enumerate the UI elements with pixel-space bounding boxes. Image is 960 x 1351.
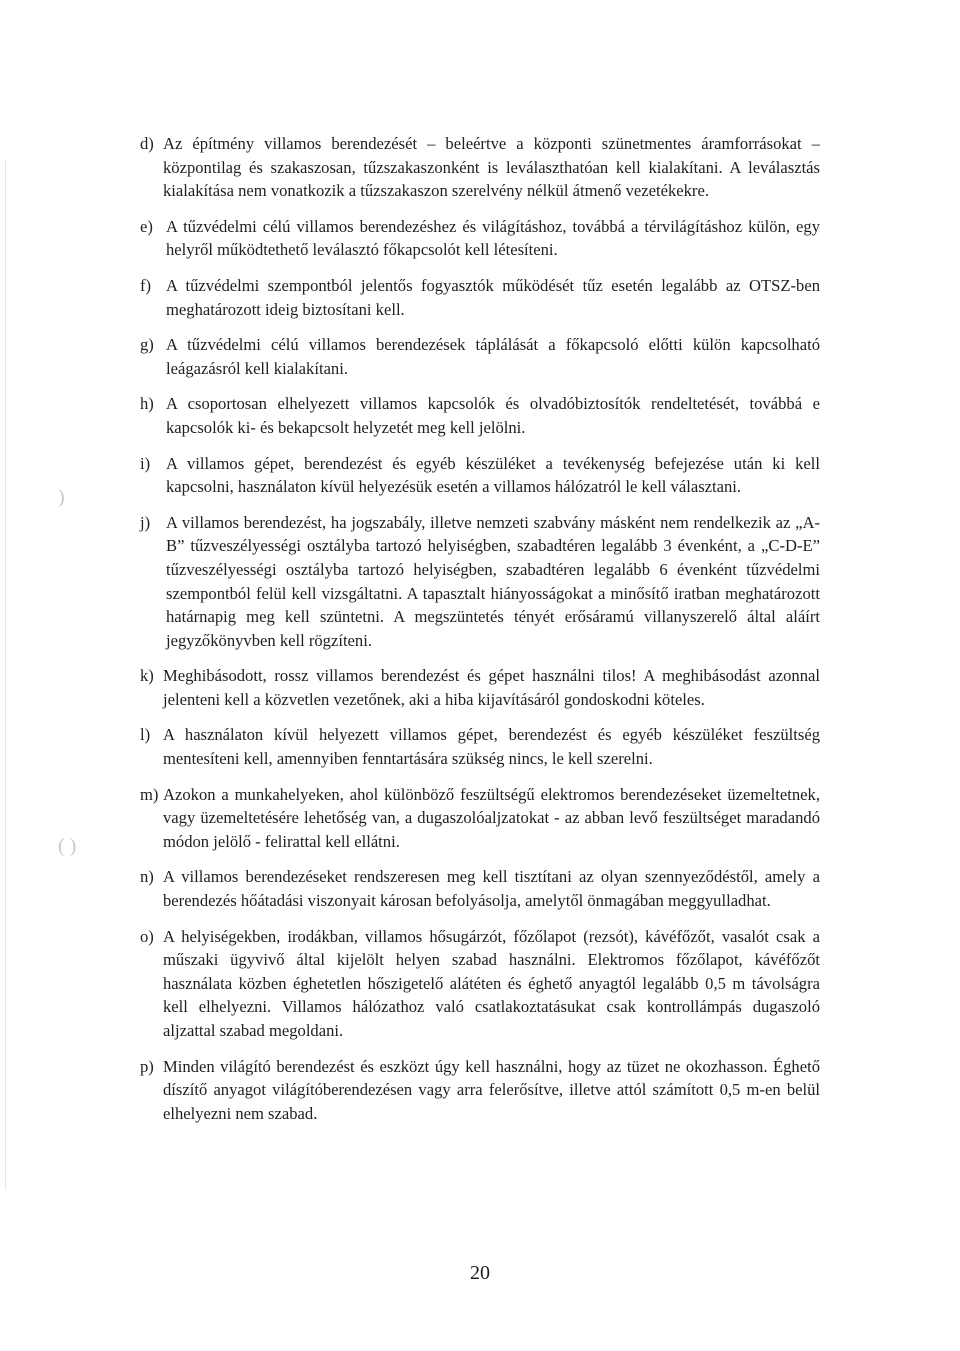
list-marker: g) — [140, 335, 154, 355]
list-marker: f) — [140, 275, 152, 295]
list-marker: k) — [140, 666, 154, 686]
list-item-m — [140, 783, 820, 854]
list-marker: h) — [140, 394, 154, 414]
list-item-j — [140, 511, 820, 653]
scan-artifact-mark: ) — [58, 486, 65, 508]
list-marker: n) — [140, 867, 154, 887]
scan-artifact-mark: ( ) — [58, 835, 77, 857]
scan-margin-line — [5, 160, 6, 1190]
list-marker: d) — [140, 134, 154, 153]
list-item-text: A tűzvédelmi szempontból jelentős fogyasztók működését tűz esetén legalább az OTSZ-ben meghatározott ideig biztosítani kell. — [166, 275, 820, 319]
list-marker: e) — [140, 216, 153, 236]
list-item-text: Minden világító berendezést és eszközt úgy kell használni, hogy az tüzet ne okozhasson. Éghető díszítő anyagot világítóberendezésen vagy arra felerősítve, illetve attól számított 0,5 m-en belül elhelyezni nem szabad. — [163, 1056, 820, 1123]
list-item-text: A villamos berendezést, ha jogszabály, illetve nemzeti szabvány másként nem rendelkezik az „A-B” tűzveszélyességi osztályba tartozó helyiségben, szabadtéren legalább 3 évenként, a „C-D-E” tűzveszélyességi osztályba tartozó helyiségben, szabadtéren legalább 6 évenként tűzvédelmi szempontból felül kell vizsgáltatni. A tapasztalt hiányosságokat a minősítő iratban meghatározott határnapig meg kell szüntetni. A megszüntetés tényét erősáramú villanyszerelő által aláírt jegyzőkönyvben kell rögzíteni. — [166, 512, 820, 650]
list-marker: j) — [140, 512, 151, 532]
list-item-text: A tűzvédelmi célú villamos berendezéshez és világításhoz, továbbá a térvilágításhoz külön, egy helyről működtethető leválasztó főkapcsolót kell létesíteni. — [166, 216, 820, 260]
page-number: 20 — [470, 1262, 490, 1284]
list-marker: m) — [140, 784, 159, 804]
list-item-o — [140, 925, 820, 1043]
list-item-text: A helyiségekben, irodákban, villamos hősugárzót, főzőlapot (rezsót), kávéfőzőt, vasalót csak a műszaki ügyvivő által kijelölt helyen szabad használni. Elektromos főzőlapot, kávéfőzőt használata közben éghetetlen hőszigetelő alátéten és éghető anyagtól legalább 0,5 m távolságra kell elhelyezni. Villamos hálózathoz való csatlakoztatásukat csak kontrollámpás dugaszoló aljzattal szabad megoldani. — [163, 926, 820, 1040]
list-marker: o) — [140, 926, 154, 946]
list-item-text: A villamos berendezéseket rendszeresen meg kell tisztítani az olyan szennyeződéstől, amely a berendezés hőátadási viszonyait károsan befolyásolja, amelytől önmagában meggyulladhat. — [163, 867, 820, 911]
list-marker: i) — [140, 453, 151, 473]
list-item-k — [140, 664, 820, 711]
list-item-text: A tűzvédelmi célú villamos berendezések táplálását a főkapcsoló előtti külön kapcsolható leágazásról kell kialakítani. — [166, 335, 820, 378]
list-item-i — [140, 452, 820, 499]
list-item-text: Az építmény villamos berendezését – beleértve a központi szünetmentes áramforrásokat – központilag és szakaszosan, tűzszakaszonként is leválaszthatóan kell kialakítani. A leválasztás kialakítása nem vonatkozik a tűzszakaszon szerelvény nélkül átmenő vezetékekre. — [163, 134, 820, 201]
list-item-text: Meghibásodott, rossz villamos berendezést és gépet használni tilos! A meghibásodást azonnal jelenteni kell a közvetlen vezetőnek, aki a hiba kijavításáról gondoskodni köteles. — [163, 666, 820, 709]
list-item-text: A villamos gépet, berendezést és egyéb készüléket a tevékenység befejezése után ki kell kapcsolni, használaton kívül helyezésük esetén a villamos hálózatról le kell választani. — [166, 453, 820, 497]
list-item-p — [140, 1055, 820, 1126]
list-marker: p) — [140, 1056, 154, 1076]
list-item-f — [140, 274, 820, 321]
list-item-text: A csoportosan elhelyezett villamos kapcsolók és olvadóbiztosítók rendeltetését, továbbá e kapcsolók ki- és bekapcsolt helyzetét meg kell jelölni. — [166, 394, 820, 437]
list-item-h — [140, 392, 820, 439]
list-item-n — [140, 865, 820, 912]
list-item-e — [140, 215, 820, 262]
list-item-d — [140, 132, 820, 203]
list-marker: l) — [140, 725, 151, 745]
list-item-l — [140, 723, 820, 770]
list-item-g — [140, 333, 820, 380]
regulation-list — [140, 132, 820, 1137]
list-item-text: Azokon a munkahelyeken, ahol különböző feszültségű elektromos berendezéseket üzemeltetnek, vagy üzemeltetésére lehetőség van, a dugaszolóaljzatokat - az abban levő feszültséget maradandó módon jelölő - felirattal kell ellátni. — [163, 784, 820, 851]
list-item-text: A használaton kívül helyezett villamos gépet, berendezést és egyéb készüléket feszültség mentesíteni kell, amennyiben fenntartására szükség nincs, le kell szerelni. — [163, 725, 820, 769]
